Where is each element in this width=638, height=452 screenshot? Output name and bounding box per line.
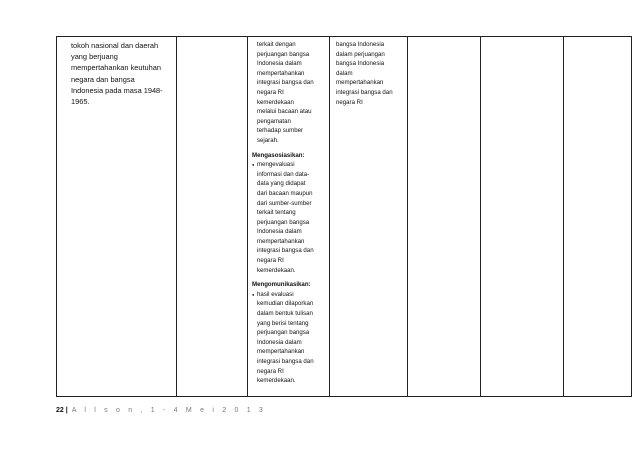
text-line: integrasi bangsa dan — [257, 247, 314, 255]
text-line: informasi dan data- — [257, 170, 310, 178]
text-line: perjuangan bangsa — [257, 218, 310, 226]
text-line: terkait dengan — [257, 41, 296, 48]
text-line: integrasi bangsa dan — [336, 88, 393, 96]
text-line: Indonesia dalam — [257, 60, 302, 68]
text-line: negara dan bangsa — [71, 74, 135, 84]
empty-cell — [564, 37, 632, 397]
text-line: mempertahankan — [257, 69, 305, 77]
text-line: dalam bentuk tulisan — [257, 310, 313, 318]
text-line: dalam — [336, 69, 353, 77]
text-line: kemerdekaan. — [257, 266, 296, 274]
competency-text — [57, 37, 176, 107]
text-line: Indonesia dalam — [257, 228, 302, 236]
text-line: perjuangan bangsa — [257, 329, 310, 337]
mengasosiasikan-block — [252, 160, 327, 275]
text-line: pengamatan — [257, 117, 291, 125]
text-line: sejarah. — [257, 136, 279, 144]
text-line: integrasi bangsa dan — [257, 358, 314, 365]
learning-activities-cell — [248, 37, 330, 397]
mengomunikasikan-block — [252, 290, 327, 386]
text-line: kemerdekaan — [257, 98, 294, 106]
text-line: negara RI — [257, 88, 284, 96]
text-line: melalui bacaan atau — [257, 108, 312, 116]
text-line: dari sumber-sumber — [257, 199, 312, 207]
text-line: tokoh nasional dan daerah — [71, 41, 159, 50]
section-heading-mengasosiasikan: Mengasosiasikan: — [252, 151, 305, 159]
text-line: bangsa Indonesia — [336, 60, 385, 68]
assessment-cell — [330, 37, 408, 397]
text-line: Indonesia dalam — [257, 338, 302, 346]
empty-cell — [177, 37, 248, 397]
learning-activities-text — [248, 37, 329, 386]
text-line: ● hasil evaluasi — [257, 290, 327, 300]
text-line: mempertahankan — [257, 237, 305, 245]
page-number: 22 — [56, 407, 64, 414]
text-line: ● mengevaluasi — [257, 160, 327, 170]
empty-cell — [481, 37, 564, 397]
text-line: mempertahankan keutuhan — [71, 63, 161, 73]
competency-cell — [57, 37, 177, 397]
text-line: integrasi bangsa dan — [257, 79, 314, 87]
section-heading-mengomunikasikan: Mengomunikasikan: — [252, 281, 311, 289]
text-line: kemerdekaan. — [257, 377, 296, 385]
text-line: data yang didapat — [257, 180, 306, 188]
text-line: mempertahankan — [336, 79, 384, 87]
text-line: Indonesia pada masa 1948- — [71, 85, 163, 95]
empty-cell — [408, 37, 481, 397]
text-line: negara RI — [257, 367, 284, 375]
footer-separator: | — [65, 407, 68, 414]
footer-event-text: A l l s o n , 1 - 4 M e i 2 0 1 3 — [71, 407, 267, 414]
text-line: terkait tentang — [257, 209, 296, 217]
text-line: mempertahankan — [257, 348, 305, 356]
text-line: negara RI — [336, 98, 363, 106]
text-line: 1965. — [71, 97, 90, 107]
assessment-text — [330, 37, 407, 107]
text-line: bangsa Indonesia — [336, 41, 385, 48]
page-footer — [56, 407, 266, 414]
text-line: terhadap sumber — [257, 127, 304, 135]
text-line: yang berjuang — [71, 52, 118, 62]
text-line: yang berisi tentang — [257, 319, 309, 327]
text-line: kemudian dilaporkan — [257, 300, 314, 308]
text-line: dari bacaan maupun — [257, 189, 313, 197]
text-line: negara RI — [257, 257, 284, 265]
syllabus-table — [56, 36, 632, 397]
text-line: perjuangan bangsa — [257, 50, 310, 58]
intro-block — [252, 40, 327, 146]
table-row — [57, 37, 632, 397]
text-line: dalam perjuangan — [336, 50, 385, 58]
